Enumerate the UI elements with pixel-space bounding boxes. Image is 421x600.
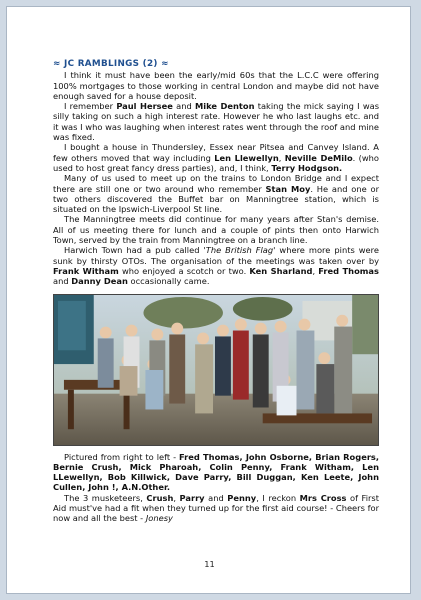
pub-name: The British Flag: [205, 245, 274, 256]
document-page: [6, 6, 411, 594]
page-number: 11: [204, 559, 215, 569]
name-frank-witham: Frank Witham: [53, 265, 119, 276]
name-stan-moy: Stan Moy: [265, 183, 311, 194]
paragraph-5: The Manningtree meets did continue for many years after Stan's demise. All of us meeting there for lunch and a couple of pints then onto Harwich Town, served by the train from Manningtree on a branch line.: [53, 214, 379, 246]
paragraph-6: Harwich Town had a pub called 'The British Flag' where more pints were sunk by thirsty OTOs. The organisation of the meetings was taken over by Frank Witham who enjoyed a scotch or two. Ken Sharland, Fred Thomas and Danny Dean occasionally came.: [53, 245, 379, 287]
name-fred-thomas: Fred Thomas: [318, 265, 379, 276]
name-mike-denton: Mike Denton: [194, 101, 255, 112]
paragraph-7: The 3 musketeers, Crush, Parry and Penny, I reckon Mrs Cross of First Aid must've had a fit when they turned up for the first aid course! - Cheers for now and all the best - Jonesy: [53, 492, 379, 524]
name-crush: Crush: [146, 492, 174, 503]
article-title: [53, 59, 379, 69]
title-ornament-right: ≈: [161, 59, 169, 69]
name-paul-hersee: Paul Hersee: [116, 101, 173, 112]
caption-names: Fred Thomas, John Osborne, Brian Rogers, Bernie Crush, Mick Pharoah, Colin Penny, Frank Witham, Len LLewellyn, Bob Killwick, Dave Parry, Bill Duggan, Ken Leete, John Cullen, John !, A.N.Other.: [53, 451, 380, 493]
paragraph-4: Many of us used to meet up on the trains to London Bridge and I expect there are still one or two around who remember Stan Moy. He and one or two others discovered the Buffet bar on Manningtree station, which is situated on the Ipswich-Liverpool St line.: [53, 173, 379, 215]
photo-caption: Pictured from right to left - Fred Thomas, John Osborne, Brian Rogers, Bernie Crush, Mick Pharoah, Colin Penny, Frank Witham, Len LLewellyn, Bob Killwick, Dave Parry, Bill Duggan, Ken Leete, John Cullen, John !, A.N.Other.: [53, 451, 380, 493]
name-terry-hodgson: Terry Hodgson.: [271, 162, 343, 173]
name-mrs-cross: Mrs Cross: [299, 492, 347, 503]
paragraph-1: I think it must have been the early/mid 60s that the L.C.C were offering 100% mortgages to those working in central London and maybe did not have enough saved for a house deposit.: [53, 70, 379, 101]
group-photo: [53, 294, 379, 446]
name-parry: Parry: [179, 492, 205, 503]
name-neville-demilo: Neville DeMilo: [284, 152, 353, 163]
name-penny: Penny: [227, 492, 257, 503]
name-danny-dean: Danny Dean: [71, 276, 128, 287]
author-signoff: Jonesy: [145, 513, 173, 524]
title-text: JC RAMBLINGS (2): [64, 59, 158, 69]
name-len-llewellyn: Len Llewellyn: [214, 152, 279, 163]
article: [53, 59, 379, 524]
paragraph-3: I bought a house in Thundersley, Essex near Pitsea and Canvey Island. A few others moved that way including Len Llewellyn, Neville DeMilo. (who used to host great fancy dress parties), and, I think, Terry Hodgson.: [53, 142, 379, 173]
name-ken-sharland: Ken Sharland: [249, 265, 313, 276]
paragraph-2: I remember Paul Hersee and Mike Denton taking the mick saying I was silly taking on such a high interest rate. However he who last laughs etc. and it was I who was laughing when interest rates went through the roof and mine was fixed.: [53, 101, 380, 143]
title-ornament-left: ≈: [53, 59, 61, 69]
